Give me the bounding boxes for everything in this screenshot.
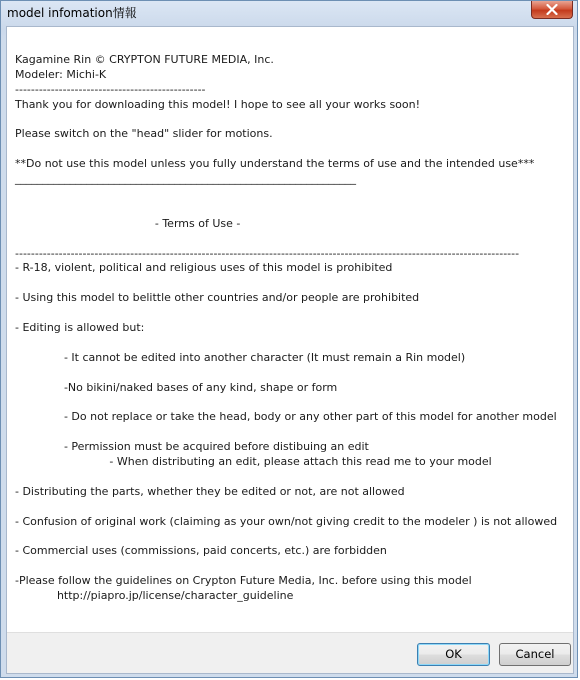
readme-line: - Using this model to belittle other countries and/or people are prohibited bbox=[15, 291, 420, 305]
readme-line: ------------------------------------------------------------------------------------------------------------------------------- bbox=[15, 246, 520, 260]
readme-line: **Do not use this model unless you fully understand the terms of use and the intended use*** bbox=[15, 157, 535, 171]
readme-line: - Distributing the parts, whether they be edited or not, are not allowed bbox=[15, 484, 405, 498]
cancel-button[interactable]: Cancel bbox=[499, 643, 571, 666]
content-frame bbox=[6, 26, 574, 674]
readme-line bbox=[15, 306, 573, 321]
readme-line: - Commercial uses (commissions, paid concerts, etc.) are forbidden bbox=[15, 544, 387, 558]
readme-line: - When distributing an edit, please attach this read me to your model bbox=[15, 455, 492, 469]
readme-line bbox=[15, 336, 573, 351]
readme-line: -No bikini/naked bases of any kind, shape or form bbox=[15, 380, 338, 394]
readme-line: Modeler: Michi-K bbox=[15, 67, 107, 81]
window-title: model infomation情報 bbox=[7, 6, 137, 20]
readme-line: Kagamine Rin © CRYPTON FUTURE MEDIA, Inc. bbox=[15, 53, 274, 66]
close-button[interactable] bbox=[531, 1, 573, 19]
readme-line bbox=[15, 366, 573, 381]
readme-text-area[interactable] bbox=[7, 27, 573, 632]
ok-button[interactable]: OK bbox=[417, 643, 490, 666]
readme-line: - Editing is allowed but: bbox=[15, 321, 145, 335]
readme-line: ------------------------------------------------ bbox=[15, 82, 206, 96]
readme-line: http://piapro.jp/license/character_guideline bbox=[15, 589, 294, 603]
readme-line bbox=[15, 559, 573, 574]
close-icon bbox=[546, 4, 558, 15]
readme-line: Please switch on the "head" slider for motions. bbox=[15, 127, 273, 141]
button-bar bbox=[7, 632, 573, 673]
readme-line: - Terms of Use - bbox=[15, 216, 241, 230]
readme-line: - It cannot be edited into another character (It must remain a Rin model) bbox=[15, 350, 466, 364]
readme-line bbox=[15, 113, 573, 128]
readme-line: - Do not replace or take the head, body or any other part of this model for another model bbox=[15, 410, 557, 424]
readme-line: - Permission must be acquired before distibuing an edit bbox=[15, 440, 369, 454]
readme-line bbox=[15, 500, 573, 515]
readme-line bbox=[15, 425, 573, 440]
readme-line bbox=[15, 276, 573, 291]
readme-line: -Please follow the guidelines on Crypton Future Media, Inc. before using this model bbox=[15, 574, 472, 588]
readme-line bbox=[15, 232, 573, 247]
readme-line bbox=[15, 395, 573, 410]
readme-line bbox=[15, 530, 573, 545]
readme-line bbox=[15, 187, 573, 202]
readme-line: - Confusion of original work (claiming as your own/not giving credit to the modeler ) is not allowed bbox=[15, 514, 558, 528]
title-bar[interactable] bbox=[1, 1, 579, 25]
readme-line bbox=[15, 142, 573, 157]
readme-line: Thank you for downloading this model! I hope to see all your works soon! bbox=[15, 97, 421, 111]
readme-line: - R-18, violent, political and religious uses of this model is prohibited bbox=[15, 261, 393, 275]
readme-line: ______________________________________________________________ bbox=[15, 172, 356, 186]
readme-line bbox=[15, 202, 573, 217]
readme-line bbox=[15, 470, 573, 485]
